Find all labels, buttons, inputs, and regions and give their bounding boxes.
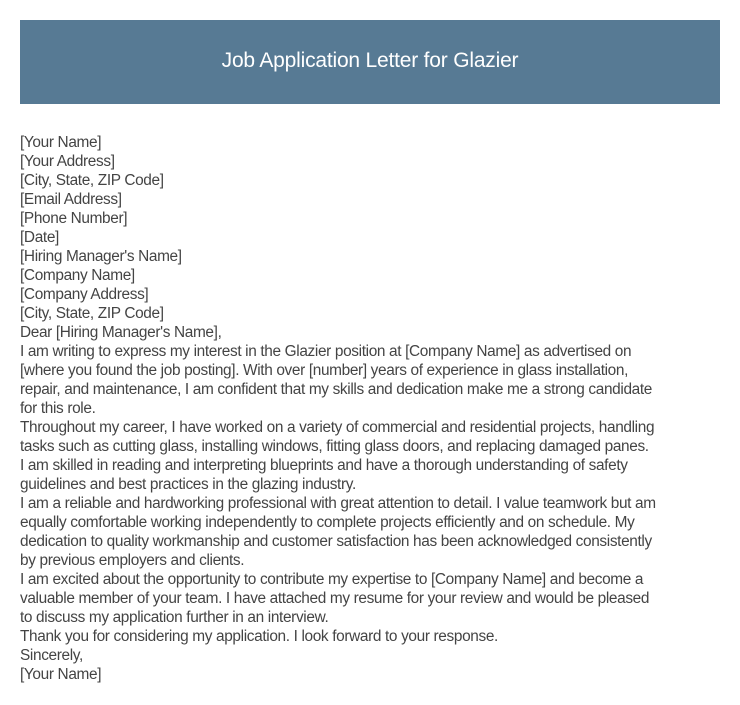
sender-email: [Email Address]: [20, 191, 122, 208]
paragraph-line: [where you found the job posting]. With over [number] years of experience in glass installation,: [20, 362, 629, 379]
letter-body: [20, 133, 725, 684]
recipient-company-name: [Company Name]: [20, 267, 135, 284]
sender-name: [Your Name]: [20, 134, 102, 151]
paragraph-line: for this role.: [20, 400, 96, 417]
paragraph-line: repair, and maintenance, I am confident that my skills and dedication make me a strong candidate: [20, 381, 652, 398]
paragraph-line: Throughout my career, I have worked on a variety of commercial and residential projects, handling: [20, 419, 655, 436]
sender-phone: [Phone Number]: [20, 210, 128, 227]
paragraph-experience: [20, 418, 725, 494]
paragraph-thanks: [20, 627, 725, 646]
sender-address: [Your Address]: [20, 153, 115, 170]
sender-city-state-zip: [City, State, ZIP Code]: [20, 172, 164, 189]
paragraph-line: I am excited about the opportunity to contribute my expertise to [Company Name] and become a: [20, 571, 644, 588]
paragraph-line: valuable member of your team. I have attached my resume for your review and would be pleased: [20, 590, 650, 607]
paragraph-line: dedication to quality workmanship and customer satisfaction has been acknowledged consistently: [20, 533, 652, 550]
recipient-city-state-zip: [City, State, ZIP Code]: [20, 305, 164, 322]
paragraph-interest: [20, 570, 725, 627]
page-title: Job Application Letter for Glazier: [221, 49, 519, 72]
signature: [Your Name]: [20, 666, 102, 683]
paragraph-line: equally comfortable working independently to complete projects efficiently and on schedule. My: [20, 514, 635, 531]
paragraph-line: guidelines and best practices in the glazing industry.: [20, 476, 356, 493]
paragraph-line: I am writing to express my interest in the Glazier position at [Company Name] as advertised on: [20, 343, 632, 360]
paragraph-line: I am skilled in reading and interpreting blueprints and have a thorough understanding of safety: [20, 457, 628, 474]
paragraph-line: I am a reliable and hardworking professional with great attention to detail. I value teamwork but am: [20, 495, 656, 512]
paragraph-line: tasks such as cutting glass, installing windows, fitting glass doors, and replacing damaged panes.: [20, 438, 649, 455]
recipient-hiring-manager: [Hiring Manager's Name]: [20, 248, 182, 265]
letter-date: [Date]: [20, 229, 59, 246]
sender-block: [20, 133, 725, 228]
salutation: Dear [Hiring Manager's Name],: [20, 324, 222, 341]
paragraph-line: Thank you for considering my application. I look forward to your response.: [20, 628, 498, 645]
paragraph-qualities: [20, 494, 725, 570]
paragraph-line: by previous employers and clients.: [20, 552, 245, 569]
paragraph-line: to discuss my application further in an interview.: [20, 609, 329, 626]
recipient-company-address: [Company Address]: [20, 286, 149, 303]
paragraph-intro: [20, 342, 725, 418]
recipient-block: [20, 247, 725, 323]
page-header: [20, 20, 720, 104]
closing: Sincerely,: [20, 647, 83, 664]
